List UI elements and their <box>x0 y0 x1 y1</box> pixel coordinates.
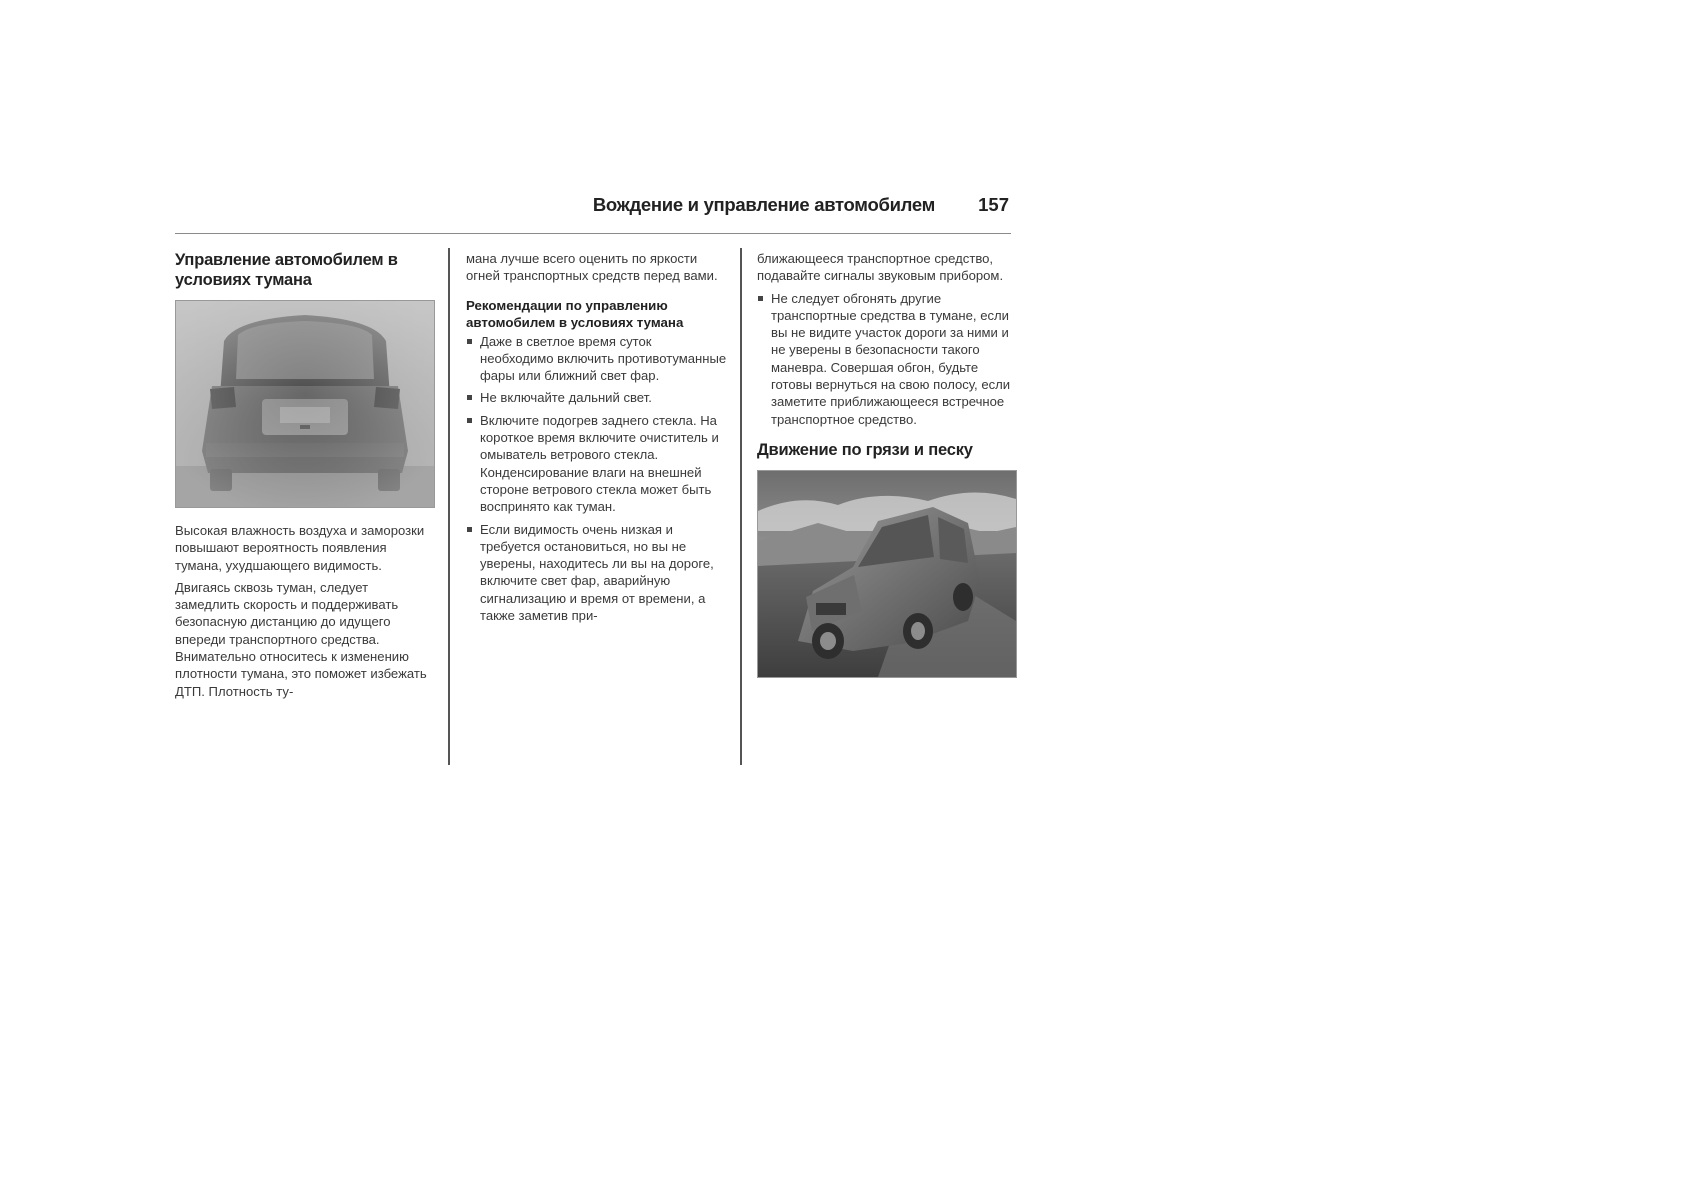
recommendation-list <box>466 333 728 625</box>
running-header <box>175 192 1011 220</box>
list-item: Включите подогрев заднего стекла. На короткое время включите очиститель и омыватель ветрового стекла. Конденсирование влаги на внешней стороне ветрового стекла может быть воспринято как туман. <box>466 412 728 516</box>
paragraph: ближающееся транспортное средство, подавайте сигналы звуковым прибором. <box>757 251 1004 284</box>
bullet-icon <box>467 339 472 344</box>
suv-on-dirt-road-illustration <box>757 470 1017 678</box>
column-3 <box>757 250 1015 692</box>
column-divider <box>740 248 742 765</box>
list-item: Не следует обгонять другие транспортные средства в тумане, если вы не видите участок дороги за ними и не уверены в безопасности такого маневра. Совершая обгон, будьте готовы вернуться на свою полосу, если заметите приближающееся встречное транспортное средство. <box>757 290 1015 428</box>
suv-rear-in-fog-photo <box>175 300 435 508</box>
bullet-icon <box>467 418 472 423</box>
paragraph: Двигаясь сквозь туман, следует замедлить скорость и поддерживать безопасную дистанцию до идущего впереди транспортного средства. Внимательно относитесь к изменению плотности тумана, это поможет избежать ДТП. Плотность ту- <box>175 579 427 699</box>
bullet-icon <box>467 395 472 400</box>
list-item: Даже в светлое время суток необходимо включить противотуманные фары или ближний свет фар. <box>466 333 728 385</box>
column-divider <box>448 248 450 765</box>
section-heading: Управление автомобилем в условиях тумана <box>175 251 398 289</box>
bullet-icon <box>758 296 763 301</box>
recommendation-list <box>757 290 1015 428</box>
column-1 <box>175 250 433 705</box>
bullet-icon <box>467 527 472 532</box>
header-rule <box>175 233 1011 234</box>
column-2 <box>466 250 728 629</box>
paragraph: мана лучше всего оценить по яркости огней транспортных средств перед вами. <box>466 251 718 284</box>
paragraph: Высокая влажность воздуха и заморозки повышают вероятность появления тумана, ухудшающего видимость. <box>175 523 425 573</box>
list-item: Не включайте дальний свет. <box>466 389 728 406</box>
subsection-heading: Рекомендации по управлению автомобилем в условиях тумана <box>466 297 684 330</box>
page-number: 157 <box>978 194 1009 215</box>
section-heading: Движение по грязи и песку <box>757 440 973 459</box>
list-item: Если видимость очень низкая и требуется остановиться, но вы не уверены, находитесь ли вы на дороге, включите свет фар, аварийную сигнализацию и время от времени, а также заметив при- <box>466 521 728 625</box>
section-title: Вождение и управление автомобилем <box>592 194 935 215</box>
